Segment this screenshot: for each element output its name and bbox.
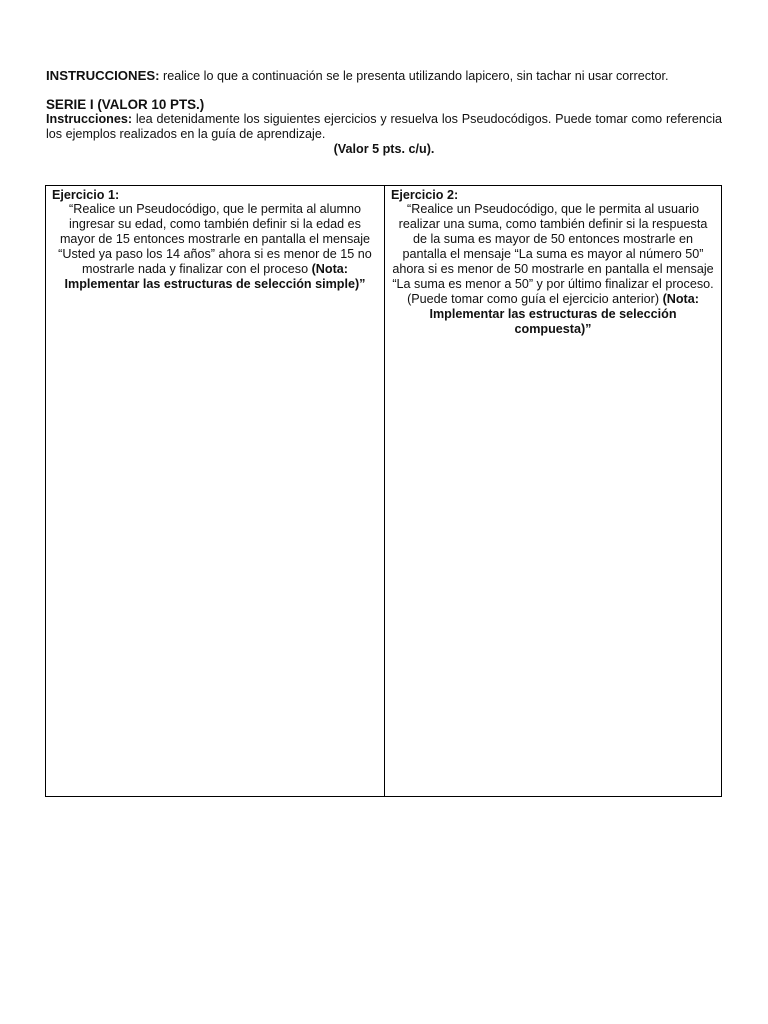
- serie-title: SERIE I (VALOR 10 PTS.): [46, 97, 205, 112]
- exercise-table: [45, 185, 722, 797]
- exercise-1-note: (Nota: Implementar las estructuras de selección simple)”: [64, 262, 366, 291]
- exercise-2-text: “Realice un Pseudocódigo, que le permita al usuario realizar una suma, como también definir si la respuesta de la suma es mayor de 50 entonces mostrarle en pantalla el mensaje “La suma es mayor al número 50” ahora si es menor de 50 mostrarle en pantalla el mensaje “La suma es menor a 50” y por último finalizar el proceso. (Puede tomar como guía el ejercicio anterior): [392, 202, 714, 306]
- exercise-1-text: “Realice un Pseudocódigo, que le permita al alumno ingresar su edad, como también definir si la edad es mayor de 15 entonces mostrarle en pantalla el mensaje “Usted ya paso los 14 años” ahora si es menor de 15 no mostrarle nada y finalizar con el proceso: [58, 202, 372, 276]
- serie-valor: (Valor 5 pts. c/u).: [333, 142, 435, 156]
- general-instructions-label: INSTRUCCIONES:: [46, 68, 160, 83]
- exercise-2-statement: [391, 202, 715, 337]
- exercise-1-title: Ejercicio 1:: [52, 188, 120, 202]
- exercise-2-title: Ejercicio 2:: [391, 188, 459, 202]
- exercise-1-statement: [52, 202, 378, 292]
- serie-instructions-text: lea detenidamente los siguientes ejercicios y resuelva los Pseudocódigos. Puede tomar como referencia los ejemplos realizados en la guía de aprendizaje.: [46, 112, 722, 141]
- general-instructions-text: realice lo que a continuación se le presenta utilizando lapicero, sin tachar ni usar corrector.: [159, 69, 669, 83]
- general-instructions: [46, 68, 722, 84]
- serie-instructions: [46, 112, 722, 142]
- exercise-2-note: (Nota: Implementar las estructuras de selección compuesta)”: [429, 292, 699, 336]
- worksheet-page: [46, 68, 722, 157]
- exercise-cell-1[interactable]: [46, 186, 385, 796]
- serie-instructions-label: Instrucciones:: [46, 112, 133, 126]
- exercise-cell-2[interactable]: [385, 186, 721, 796]
